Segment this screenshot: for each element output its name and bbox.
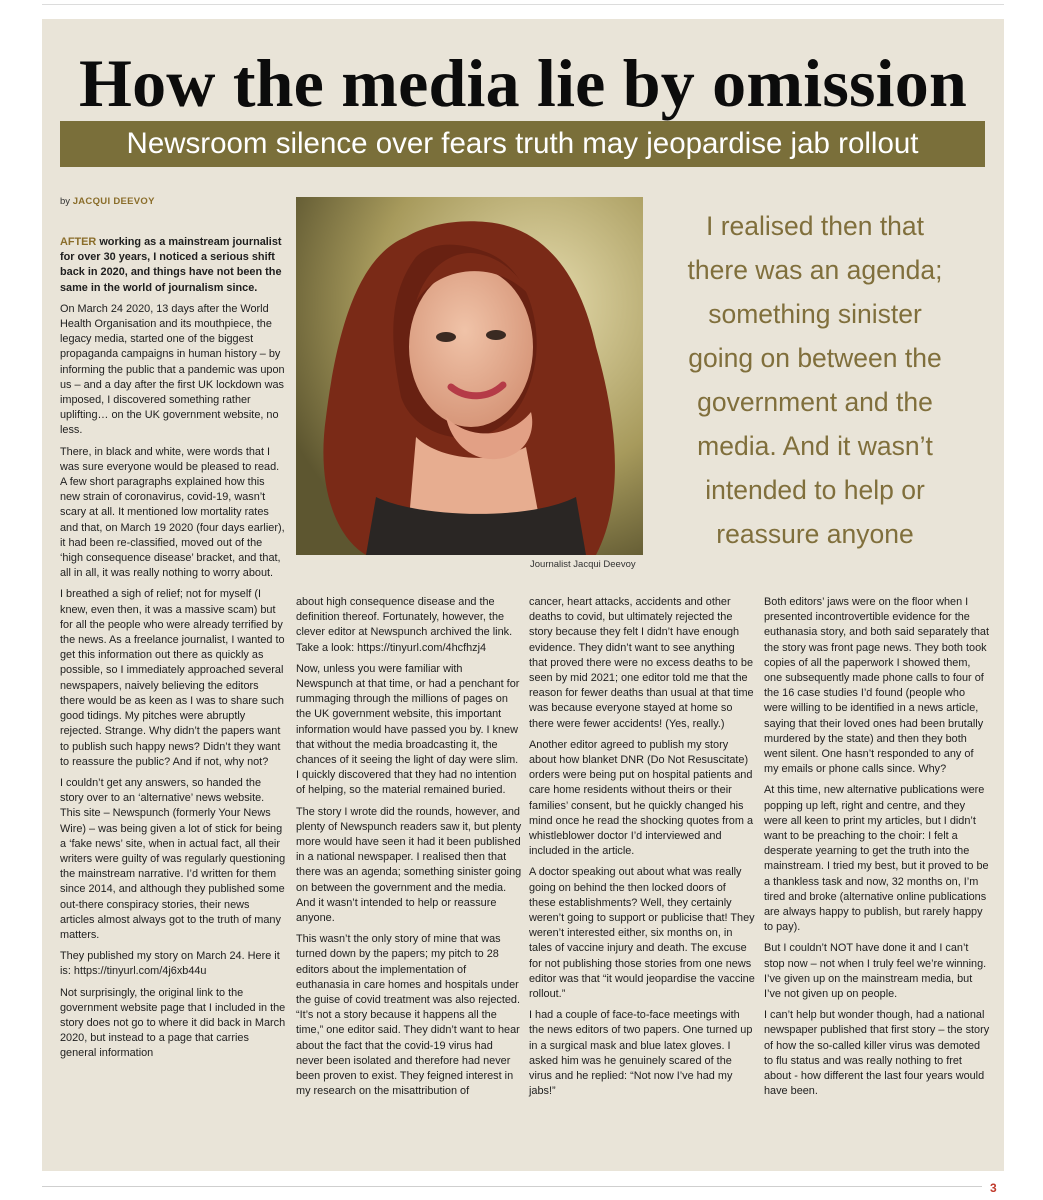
pull-quote-line: intended to help or	[705, 475, 925, 505]
intro-kicker: AFTER	[60, 236, 97, 248]
byline-prefix: by	[60, 196, 71, 207]
headline: How the media lie by omission	[79, 45, 967, 121]
article-column-1	[60, 235, 286, 1068]
page-number: 3	[990, 1181, 997, 1195]
body-paragraph: about high consequence disease and the definition thereof. Fortunately, however, the clever editor at Newspunch archived the link. Take a look: https://tinyurl.com/4hcfhzj4	[296, 596, 513, 654]
body-paragraph: Not surprisingly, the original link to the government website page that I included in the story does not go to where it did back in March 2020, but instead to a page that carries general information	[60, 986, 286, 1060]
body-paragraph: A doctor speaking out about what was really going on behind the then locked doors of these establishments? Well, they certainly weren’t going to support or publicise that! They weren’t interested either, six months on, in tales of vaccine injury and death. The excuse for not publishing those stories from one news editor was that “it would jeopardise the vaccine rollout.”	[529, 866, 755, 1001]
body-paragraph: They published my story on March 24. Here it is: https://tinyurl.com/4j6xb44u	[60, 950, 280, 978]
intro-paragraph	[60, 235, 286, 296]
pull-quote-line: government and the	[697, 387, 933, 417]
body-paragraph: cancer, heart attacks, accidents and other deaths to covid, but ultimately rejected the story because they felt I didn’t have enough evidence. They didn’t want to see anything that proved there were no excess deaths to be seen by mid 2021; one editor told me that the reason for fewer deaths than usual at that time was because everyone stayed at home so there were fewer accidents! (Yes, really.)	[529, 596, 754, 730]
article-page	[42, 19, 1004, 1171]
byline-author: JACQUI DEEVOY	[72, 196, 155, 207]
body-paragraph: Both editors’ jaws were on the floor when I presented incontrovertible evidence for the euthanasia story, and both said separately that the story was front page news. They both took copies of all the paperwork I showed them, one subsequently made phone calls to four of the 16 case studies I’d found (people who were willing to be identified in a news article, saying that their loved ones had been brutally murdered by the state) and then they both went silent. One hasn’t responded to any of my emails or phone calls since. Why?	[764, 596, 990, 776]
body-paragraph: This wasn’t the only story of mine that was turned down by the papers; my pitch to 28 editors about the implementation of euthanasia in care homes and hospitals under the guise of covid treatment was also rejected. “It’s not a story because it happens all the time,” one editor said. They didn’t want to hear about the fact that the covid-19 virus had never been isolated and therefore had never been proven to exist. They feigned interest in my research on the misattribution of	[296, 933, 520, 1098]
body-paragraph: Now, unless you were familiar with Newspunch at that time, or had a penchant for rummaging through the millions of pages on the UK government website, this important information would have passed you by. I knew that without the media broadcasting it, the chances of it seeing the light of day were slim. I quickly discovered that they had no intention of helping, so the material remained buried.	[296, 662, 520, 797]
article-column-4	[764, 595, 990, 1106]
body-paragraph: There, in black and white, were words that I was sure everyone would be pleased to read. A few short paragraphs explained how this new strain of coronavirus, covid-19, wasn’t scary at all. It mentioned low mortality rates and that, on March 19 2020 (four days earlier), it had been re-classified, moved out of the ‘high consequence disease’ bracket, and that, all in all, it was really nothing to worry about.	[60, 445, 285, 580]
portrait-illustration	[296, 197, 643, 555]
pull-quote-line: going on between the	[688, 343, 942, 373]
byline	[60, 196, 155, 207]
pull-quote-line: I realised then that	[705, 211, 925, 241]
body-paragraph: I can’t help but wonder though, had a national newspaper published that first story – the story of how the so-called killer virus was demoted to flu status and was really nothing to fret about - how different the last four years would have been.	[764, 1009, 990, 1098]
body-paragraph: But I couldn’t NOT have done it and I can’t stop now – not when I truly feel we’re winning. I’ve given up on the mainstream media, but I’ve not given up on people.	[764, 942, 987, 1001]
article-column-3	[529, 595, 755, 1106]
pull-quote-line: something sinister	[708, 299, 922, 329]
body-paragraph: I had a couple of face-to-face meetings with the news editors of two papers. One turned up in a surgical mask and blue latex gloves. I asked him was he genuinely scared of the virus and he replied: “Not now I’ve had my jabs!”	[529, 1009, 753, 1098]
body-paragraph: At this time, new alternative publications were popping up left, right and centre, and they were all keen to print my articles, but I didn’t want to be preaching to the choir: I felt a desperate yearning to get the truth into the mainstream. I tried my best, but it proved to be a thankless task and now, 32 months on, I’m tired and broke (alternative online publications are always happy to publish, but rarely happy to pay).	[764, 784, 989, 934]
body-paragraph: I couldn’t get any answers, so handed the story over to an ‘alternative’ news website. This site – Newspunch (formerly Your News Wire) – was being given a lot of stick for being a ‘fake news’ site, when in actual fact, all their writers were guilty of was regularly questioning the mainstream narrative. I’d written for them since 2014, and although they published some out-there conspiracy stories, their news articles almost always got to the truth of many matters.	[60, 776, 286, 941]
body-paragraph: The story I wrote did the rounds, however, and plenty of Newspunch readers saw it, but plenty more would have seen it had it been published in a national newspaper. I realised then that there was an agenda; something sinister going on between the government and the media. And it wasn’t intended to help or reassure anyone.	[296, 805, 522, 925]
pull-quote-line: media. And it wasn’t	[697, 431, 933, 461]
intro-text: working as a mainstream journalist for over 30 years, I noticed a serious shift back in 2020, and things have not been the same in the world of journalism since.	[60, 236, 282, 294]
photo-caption: Journalist Jacqui Deevoy	[530, 559, 636, 570]
author-photo	[296, 197, 643, 555]
top-rule	[42, 4, 1004, 5]
body-paragraph: Another editor agreed to publish my story about how blanket DNR (Do Not Resuscitate) orders were being put on hospital patients and care home residents without theirs or their families’ consent, but he quickly changed his mind once he read the shocking quotes from a whistleblower doctor I’d interviewed and included in the article.	[529, 738, 753, 858]
subheadline: Newsroom silence over fears truth may jeopardise jab rollout	[60, 121, 985, 167]
pull-quote-line: reassure anyone	[716, 519, 914, 549]
pull-quote	[650, 204, 980, 556]
body-paragraph: I breathed a sigh of relief; not for myself (I knew, even then, it was a massive scam) but for all the people who were already terrified by the news. As a freelance journalist, I wanted to get this information out there as quickly as possible, so I immediately approached several newspapers, naively believing the editors there would be as keen as I was to share such good tidings. My pitches were abruptly rejected. Strange. Why didn’t the papers want to publish such happy news? Didn’t they want to reassure the public? And if not, why not?	[60, 588, 285, 768]
body-paragraph: On March 24 2020, 13 days after the World Health Organisation and its mouthpiece, the legacy media, started one of the biggest propaganda campaigns in human history – by informing the public that a pandemic was upon us – and a day after the first UK lockdown was imposed, I discovered something rather uplifting… on the UK government website, no less.	[60, 302, 285, 437]
bottom-rule	[42, 1186, 982, 1187]
pull-quote-line: there was an agenda;	[687, 255, 943, 285]
article-column-2	[296, 595, 522, 1106]
